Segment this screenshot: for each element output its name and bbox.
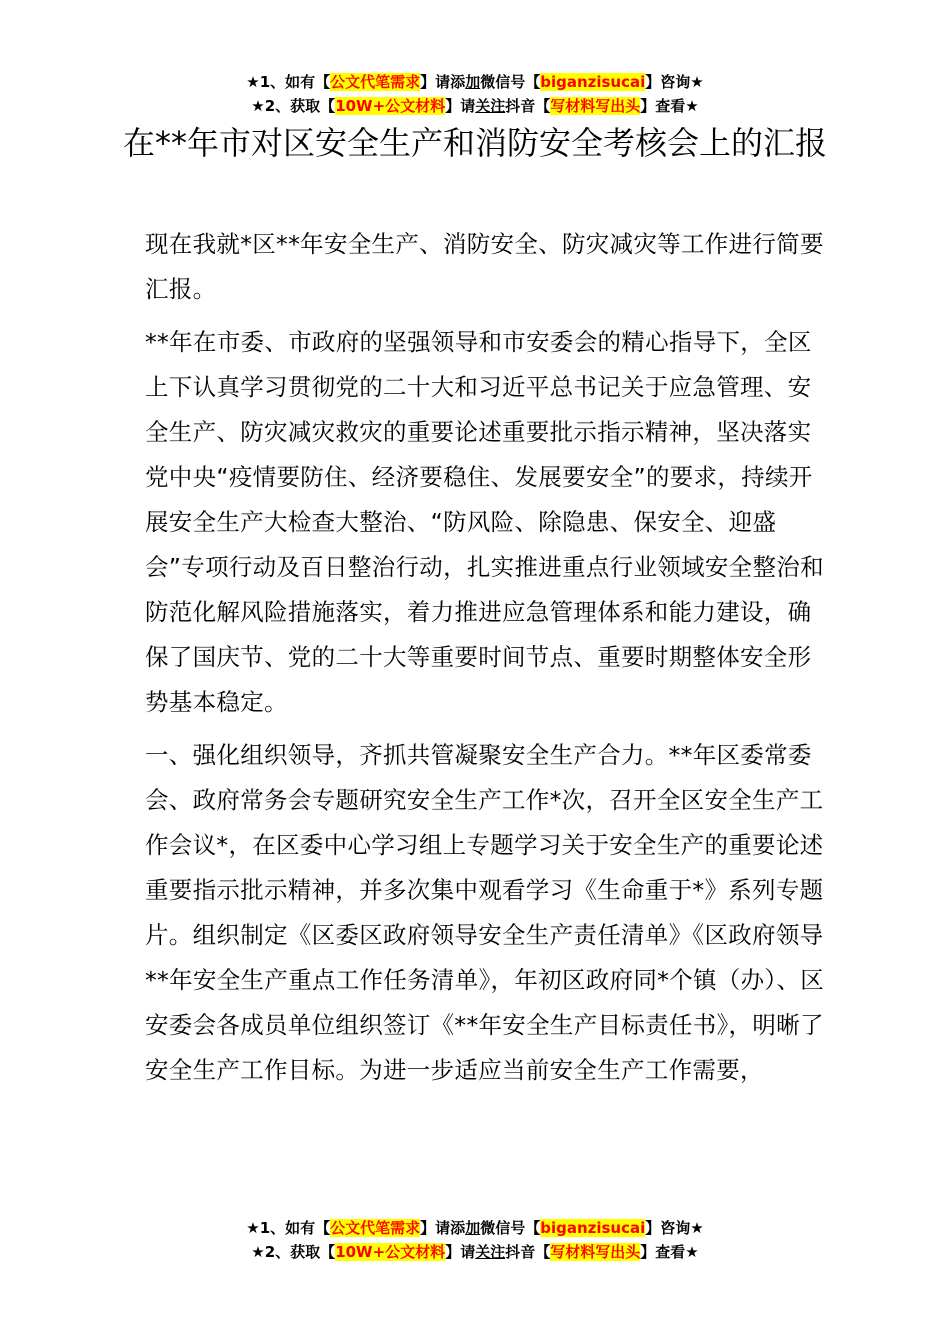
promo-text: 微信号【 bbox=[480, 1219, 541, 1237]
paragraph: 现在我就*区**年安全生产、消防安全、防灾减灾等工作进行简要汇报。 bbox=[145, 230, 824, 303]
promo-highlight: 10W+公文材料 bbox=[335, 97, 446, 115]
promo-text: 】咨询★ bbox=[645, 1219, 704, 1237]
promo-text: 】查看★ bbox=[640, 1243, 699, 1261]
promo-text: 】请 bbox=[445, 1243, 476, 1261]
promo-text: 抖音【 bbox=[505, 97, 551, 115]
promo-underline: 关注 bbox=[475, 97, 506, 115]
promo-underline: 加 bbox=[465, 73, 481, 91]
footer-promo-banner bbox=[0, 1216, 950, 1264]
promo-highlight: 公文代笔需求 bbox=[330, 73, 421, 91]
promo-text: 】查看★ bbox=[640, 97, 699, 115]
promo-text: 】请添 bbox=[420, 73, 466, 91]
promo-text: 】咨询★ bbox=[645, 73, 704, 91]
promo-text: 】请 bbox=[445, 97, 476, 115]
promo-text: 】请添 bbox=[420, 1219, 466, 1237]
promo-underline: 加 bbox=[465, 1219, 481, 1237]
promo-highlight: 公文代笔需求 bbox=[330, 1219, 421, 1237]
promo-text: ★1、如有【 bbox=[246, 73, 331, 91]
promo-highlight: 写材料写出头 bbox=[550, 1243, 641, 1261]
promo-text: 抖音【 bbox=[505, 1243, 551, 1261]
promo-highlight: 10W+公文材料 bbox=[335, 1243, 446, 1261]
promo-line-1 bbox=[0, 70, 950, 94]
document-title: 在**年市对区安全生产和消防安全考核会上的汇报 bbox=[122, 124, 827, 162]
promo-text: ★2、获取【 bbox=[251, 97, 336, 115]
paragraph: 一、强化组织领导，齐抓共管凝聚安全生产合力。**年区委常委会、政府常务会专题研究安全生产工作*次，召开全区安全生产工作会议*，在区委中心学习组上专题学习关于安全生产的重要论述重要指示批示精神，并多次集中观看学习《生命重于*》系列专题片。组织制定《区委区政府领导安全生产责任清单》《区政府领导**年安全生产重点工作任务清单》，年初区政府同*个镇（办）、区安委会各成员单位组织签订《**年安全生产目标责任书》，明晰了安全生产工作目标。为进一步适应当前安全生产工作需要， bbox=[145, 741, 825, 1084]
promo-underline: 关注 bbox=[475, 1243, 506, 1261]
paragraph: **年在市委、市政府的坚强领导和市安委会的精心指导下，全区上下认真学习贯彻党的二十大和习近平总书记关于应急管理、安全生产、防灾减灾救灾的重要论述重要批示指示精神，坚决落实党中央“疫情要防住、经济要稳住、发展要安全”的要求，持续开展安全生产大检查大整治、“防风险、除隐患、保安全、迎盛会”专项行动及百日整治行动，扎实推进重点行业领域安全整治和防范化解风险措施落实，着力推进应急管理体系和能力建设，确保了国庆节、党的二十大等重要时间节点、重要时期整体安全形势基本稳定。 bbox=[145, 328, 824, 716]
promo-line-2 bbox=[0, 94, 950, 118]
promo-text: 微信号【 bbox=[480, 73, 541, 91]
promo-line-1 bbox=[0, 1216, 950, 1240]
promo-text: ★1、如有【 bbox=[246, 1219, 331, 1237]
promo-highlight: biganzisucai bbox=[540, 1219, 646, 1237]
promo-highlight: 写材料写出头 bbox=[550, 97, 641, 115]
promo-line-2 bbox=[0, 1240, 950, 1264]
promo-highlight: biganzisucai bbox=[540, 73, 646, 91]
document-body bbox=[145, 222, 825, 1101]
header-promo-banner bbox=[0, 70, 950, 118]
promo-text: ★2、获取【 bbox=[251, 1243, 336, 1261]
